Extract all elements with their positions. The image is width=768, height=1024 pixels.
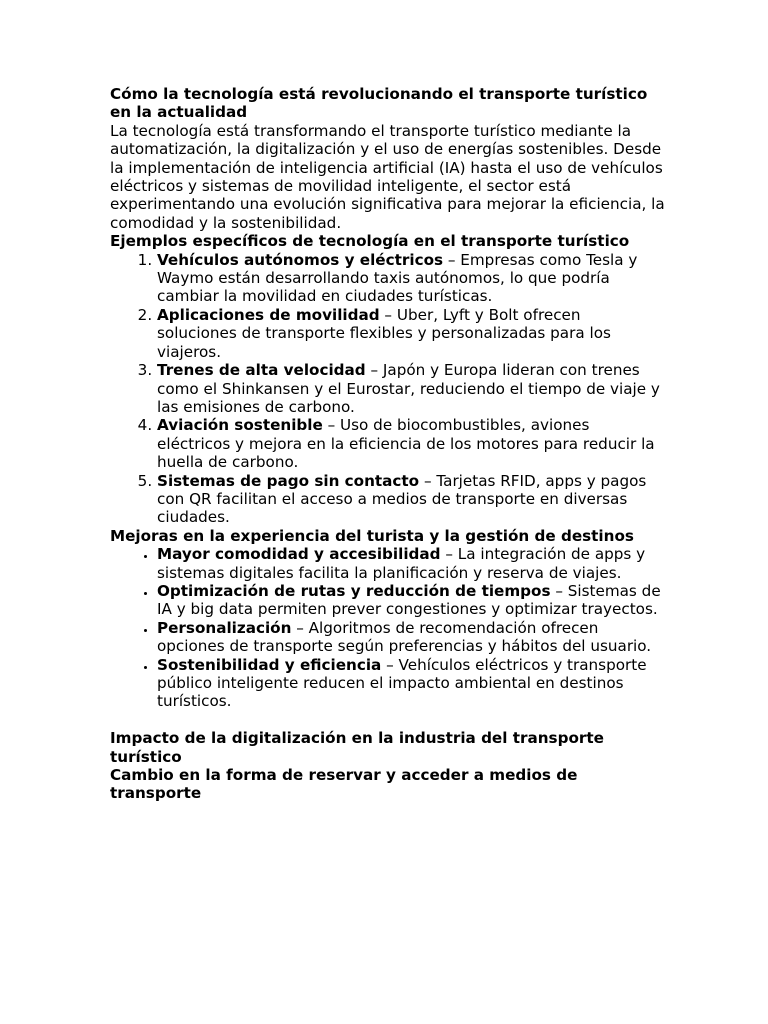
list-item [157,582,665,619]
examples-list [110,251,665,527]
list-item [157,472,665,527]
list-item-bold: Aplicaciones de movilidad [157,305,380,324]
list-item-bold: Personalización [157,618,292,637]
list-item [157,416,665,471]
list-item-text: – La integración de apps y sistemas digitales facilita la planificación y reserva de viajes. [157,545,646,582]
list-item-text: – Algoritmos de recomendación ofrecen opciones de transporte según preferencias y hábitos del usuario. [157,618,652,656]
list-item-text: – Uso de biocombustibles, aviones eléctricos y mejora en la eficiencia de los motores para reducir la huella de carbono. [157,416,655,472]
list-item-bold: Sistemas de pago sin contacto [157,471,420,490]
list-item [157,656,665,711]
blank-line [110,711,665,729]
document-page [110,85,665,803]
list-item-bold: Mayor comodidad y accesibilidad [157,545,441,564]
list-item-bold: Aviación sostenible [157,416,323,435]
list-item [157,361,665,416]
section-heading-booking: Cambio en la forma de reservar y acceder a medios de transporte [110,766,578,803]
list-item [157,306,665,361]
intro-paragraph: La tecnología está transformando el transporte turístico mediante la automatización, la digitalización y el uso de energías sostenibles. Desde la implementación de inteligencia artificial (IA) hasta el uso de vehículos eléctricos y sistemas de movilidad inteligente, el sector está experimentando una evolución significativa para mejorar la eficiencia, la comodidad y la sostenibilidad. [110,121,665,232]
list-item [157,251,665,306]
list-item-text: – Vehículos eléctricos y transporte público inteligente reducen el impacto ambiental en destinos turísticos. [157,655,647,711]
list-item-bold: Vehículos autónomos y eléctricos [157,250,444,269]
list-item-text: – Japón y Europa lideran con trenes como el Shinkansen y el Eurostar, reduciendo el tiempo de viaje y las emisiones de carbono. [157,361,660,416]
section-heading-digitalization: Impacto de la digitalización en la industria del transporte turístico [110,729,604,766]
section-heading-examples: Ejemplos específicos de tecnología en el transporte turístico [110,232,630,251]
list-item-text: – Uber, Lyft y Bolt ofrecen soluciones de transporte flexibles y personalizadas para los viajeros. [157,305,611,361]
document-title: Cómo la tecnología está revolucionando el transporte turístico en la actualidad [110,85,648,122]
list-item-bold: Optimización de rutas y reducción de tiempos [157,581,551,600]
list-item-bold: Sostenibilidad y eficiencia [157,655,382,674]
list-item [157,545,665,582]
list-item [157,619,665,656]
list-item-text: – Empresas como Tesla y Waymo están desarrollando taxis autónomos, lo que podría cambiar la movilidad en ciudades turísticas. [157,250,638,306]
list-item-bold: Trenes de alta velocidad [157,361,366,380]
list-item-text: – Tarjetas RFID, apps y pagos con QR facilitan el acceso a medios de transporte en diversas ciudades. [157,471,647,527]
section-heading-experience: Mejoras en la experiencia del turista y la gestión de destinos [110,526,634,545]
list-item-text: – Sistemas de IA y big data permiten prever congestiones y optimizar trayectos. [157,581,661,619]
experience-list [110,545,665,711]
